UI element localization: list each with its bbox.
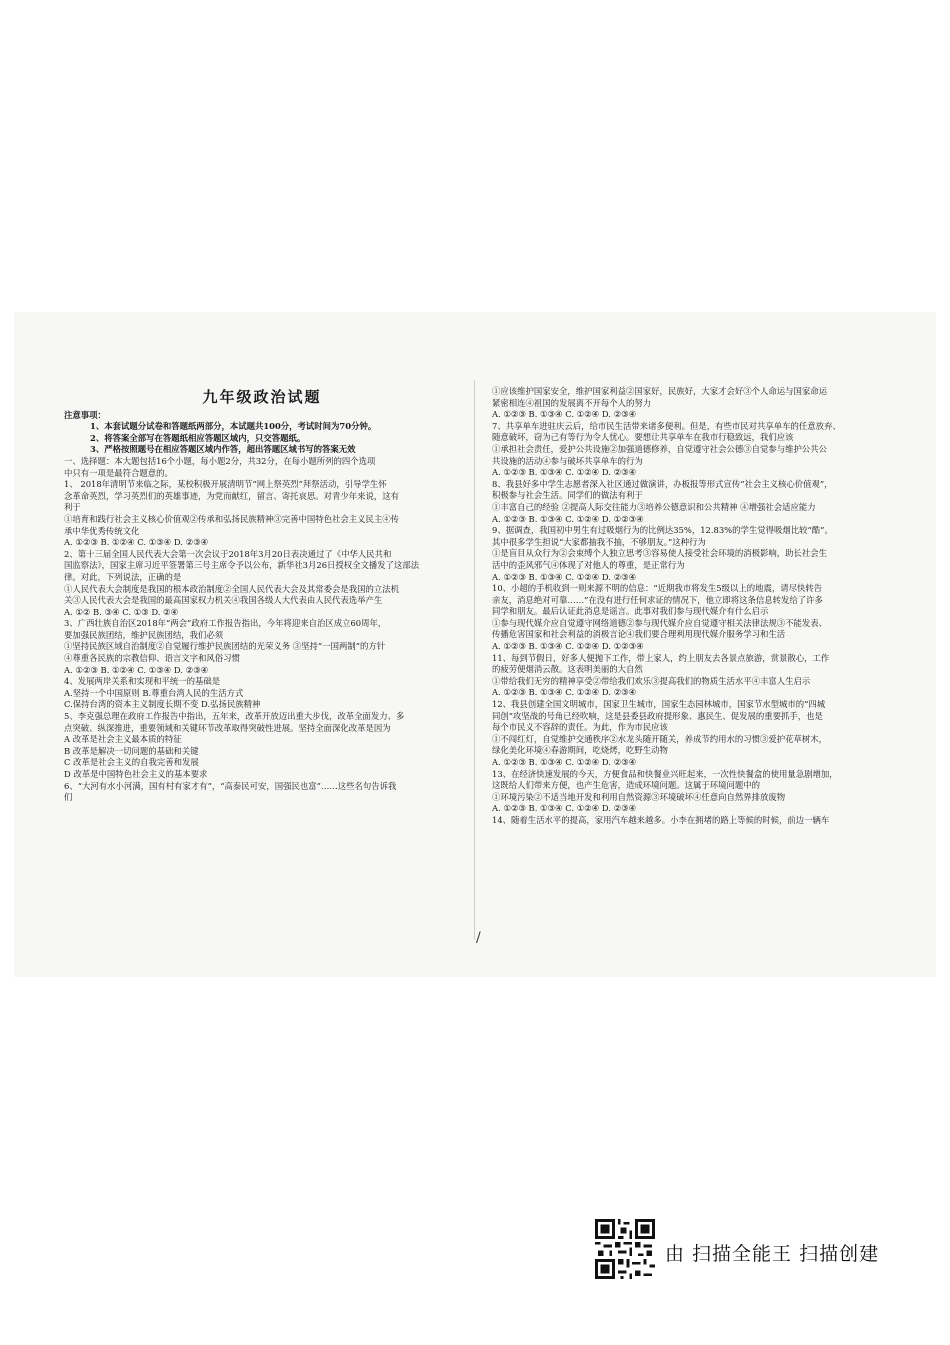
text-line: D 改革是中国特色社会主义的基本要求	[64, 769, 208, 779]
text-line: 随意破坏，窃为己有等行为令人忧心。要想让共享单车在我市行稳致远，我们应该	[492, 432, 794, 443]
scanner-watermark	[595, 1219, 935, 1283]
text-line: A. ①②③ B. ①②④ C. ①③④ D. ②③④	[64, 537, 209, 548]
text-line: ①带给我们无穷的精神享受②带给我们欢乐③提高我们的物质生活水平④丰富人生启示	[492, 675, 811, 686]
text-line: 承中华优秀传统文化	[64, 525, 140, 536]
text-line: 11、每到节假日，好多人便抛下工作，带上家人，约上朋友去各景点旅游，赏景散心，工作	[492, 652, 830, 663]
text-line: 一、选择题：本大题包括16个小题，每小题2分，共32分，在每小题所列的四个选项	[64, 455, 376, 466]
text-line: 6、“大河有水小河满，国有村有家才有”，“高泰民可安，国强民也富”……这些名句告诉我	[64, 780, 397, 791]
text-line: 紧密相连④祖国的发展离不开每个人的努力	[492, 397, 652, 408]
text-line: A. ①②③ B. ①③④ C. ①②④ D. ②③④	[492, 803, 637, 814]
text-line: ④尊重各民族的宗教信仰、语言文字和风俗习惯	[64, 653, 240, 664]
text-line: A. ①②③ B. ①③④ C. ①②④ D. ②③④	[492, 687, 637, 698]
text-line: 每个市民义不容辞的责任。为此，作为市民应该	[492, 722, 668, 733]
scanner-watermark-text: 由 扫描全能王 扫描创建	[665, 1243, 880, 1265]
text-line: 8、我县好多中学生志愿者深入社区通过做演讲，办板报等形式宣传“社会主义核心价值观”，	[492, 478, 833, 489]
text-line: 14、随着生活水平的提高，家用汽车越来越多。小李在拥堵的路上等候的时候，前边一辆车	[492, 814, 830, 825]
text-line: 4、发展两岸关系和实现和平统一的基础是	[64, 676, 221, 687]
text-line: A.坚持一个中国原则 B.尊重台湾人民的生活方式	[64, 687, 244, 698]
notice-item: 3、严格按照题号在相应答题区域内作答，超出答题区域书写的答案无效	[90, 444, 356, 455]
left-question-text	[64, 456, 460, 804]
text-line: 律。对此，下列说法，正确的是	[64, 571, 182, 582]
text-line: 其中很多学生担说“大家都抽我不抽，不够朋友。”这种行为	[492, 536, 706, 547]
text-line: 的疲劳便烟消云散。这表明美丽的大自然	[492, 664, 643, 675]
text-line: 亲友，消息绝对可靠……”在没有进行任何求证的情况下，他立即将这条信息转发给了许多	[492, 594, 823, 605]
right-column	[492, 386, 890, 827]
page-title: 九年级政治试题	[202, 388, 322, 406]
text-line: A. ①②③ B. ①②④ C. ①③④ D. ②③④	[64, 664, 209, 675]
text-line: A. ①②③ B. ①③④ C. ①②④ D. ①②③④	[492, 513, 644, 524]
text-line: 传播危害国家和社会利益的消极言论④我们要合理利用现代媒介服务学习和生活	[492, 629, 786, 640]
text-line: 7、共享单车进驻庆云后，给市民生活带来诸多便利。但是，有些市民对共享单车的任意放弃、	[492, 420, 841, 431]
text-line: C 改革是社会主义的自我完善和发展	[64, 757, 199, 768]
text-line: 绿化美化环境④春游期间，吃烧烤，吃野生动物	[492, 745, 668, 756]
text-line: ①人民代表大会制度是我国的根本政治制度②全国人民代表大会及其常委会是我国的立法机	[64, 583, 399, 594]
text-line: A 改革是社会主义最本质的特征	[64, 734, 182, 745]
notice-heading: 注意事项：	[64, 409, 106, 420]
text-line: A. ①② B. ③④ C. ①③ D. ②④	[64, 606, 179, 617]
text-line: 3、广西壮族自治区2018年“两会”政府工作报告指出，今年将迎来自治区成立60周年，	[64, 618, 387, 629]
text-line: ①承担社会责任，爱护公共设施②加强道德修养，自觉遵守社会公德③自觉参与维护公共公	[492, 443, 827, 454]
text-line: 们	[64, 792, 73, 803]
text-line: 这既给人们带来方便，也产生危害，造成环境问题。这属于环境问题中的	[492, 780, 760, 791]
text-line: A. ①②③ B. ①③④ C. ①②④ D. ②③④	[492, 409, 637, 420]
text-line: 2、第十三届全国人民代表大会第一次会议于2018年3月20日表决通过了《中华人民共和	[64, 548, 392, 559]
text-line: 点突破、纵深推进，重要领域和关键环节改革取得突破性进展。坚持全面深化改革是因为	[64, 722, 391, 733]
text-line: 10、小超的手机收到一则来源不明的信息：“近期我市将发生5级以上的地震，请尽快转告	[492, 583, 823, 594]
text-line: 要加强民族团结，维护民族团结，我们必须	[64, 629, 224, 640]
text-line: 念革命英烈，学习英烈们的英雄事迹，为党而献红，留言、寄托哀思。对青少年来说，这有	[64, 490, 399, 501]
text-line: A. ①②③ B. ①③④ C. ①②④ D. ①②③④	[492, 641, 644, 652]
text-line: 中只有一项是最符合题意的。	[64, 467, 173, 478]
left-column	[64, 388, 460, 804]
text-line: A. ①②③ B. ①③④ C. ①②④ D. ②③④	[492, 467, 637, 478]
right-question-text	[492, 386, 890, 827]
text-line: 同创”攻坚战的号角已经吹响，这是县委县政府提形象、惠民生、促发展的重要抓手，也是	[492, 710, 823, 721]
text-line: 13、在经济快速发展的今天，方便食品和快餐业兴旺起来，一次性快餐盒的使用量急剧增加，	[492, 768, 838, 779]
text-line: 同学和朋友。最后认证此消息是谣言。此事对我们参与现代媒介有什么启示	[492, 606, 769, 617]
text-line: 活中的歪风邪气④体现了对他人的尊重，是正常行为	[492, 559, 685, 570]
text-line: 5、李克强总理在政府工作报告中指出，五年来，改革开放迈出重大步伐，改革全面发力、多	[64, 711, 405, 722]
text-line: 共设施的活动④参与破坏共享单车的行为	[492, 455, 643, 466]
notice-list	[64, 421, 460, 456]
text-line: A. ①②③ B. ①③④ C. ①②④ D. ②③④	[492, 757, 637, 767]
text-line: 12、我县创建全国文明城市，国家卫生城市，国家生态园林城市，国家节水型城市的“四城	[492, 699, 826, 710]
text-line: ①坚持民族区域自治制度②自觉履行维护民族团结的光荣义务 ③坚持“一国两制”的方针	[64, 641, 386, 652]
text-line: C.保持台湾的资本主义制度长期不变 D.弘扬民族精神	[64, 699, 261, 710]
qr-code-icon	[595, 1219, 655, 1279]
page-mark: /	[476, 930, 481, 946]
text-line: B 改革是解决一切问题的基础和关键	[64, 745, 199, 756]
text-line: 积极参与社会生活。同学们的做法有利于	[492, 490, 643, 501]
page-fold-divider	[474, 380, 475, 940]
text-line: A. ①②③ B. ①③④ C. ①②④ D. ②③④	[492, 571, 637, 582]
text-line: ①不闯红灯，自觉维护交通秩序②水龙头随开随关，养成节约用水的习惯③爱护花草树木，	[492, 733, 827, 744]
text-line: ①环境污染②不适当地开发和利用自然资源③环境破坏④任意向自然界排放废物	[492, 791, 786, 802]
notice-item: 2、将答案全部写在答题纸相应答题区域内，只交答题纸。	[90, 432, 306, 443]
text-line: ①参与现代媒介应自觉遵守网络道德②参与现代媒介应自觉遵守相关法律法规③不能发表、	[492, 617, 827, 628]
text-line: 1、 2018年清明节来临之际，某校积极开展清明节“网上祭英烈”拜祭活动，引导学生怀	[64, 479, 387, 490]
text-line: ①丰富自己的经验 ②提高人际交往能力③培养公德意识和公共精神 ④增强社会适应能力	[492, 501, 816, 512]
text-line: 国监察法》，国家主席习近平签署第三号主席令予以公布，新华社3月26日授权全文播发了这部法	[64, 560, 420, 571]
text-line: ①是盲目从众行为②会束缚个人独立思考③容易使人接受社会环境的消极影响，助长社会生	[492, 548, 827, 559]
text-line: 9、据调查，我国初中男生有过吸烟行为的比例达35%，12.83%的学生觉得吸烟比较“酷”。	[492, 525, 833, 536]
text-line: 关③人民代表大会是我国的最高国家权力机关④我国各级人大代表由人民代表选举产生	[64, 595, 383, 606]
text-line: ①培育和践行社会主义核心价值观②传承和弘扬民族精神③完善中国特色社会主义民主④传	[64, 513, 399, 524]
notice-item: 1、本套试题分试卷和答题纸两部分，本试题共100分，考试时间为70分钟。	[90, 421, 377, 432]
text-line: 利于	[64, 502, 81, 513]
text-line: ①应该维护国家安全，维护国家利益②国家好，民族好，大家才会好③个人命运与国家命运	[492, 386, 827, 396]
